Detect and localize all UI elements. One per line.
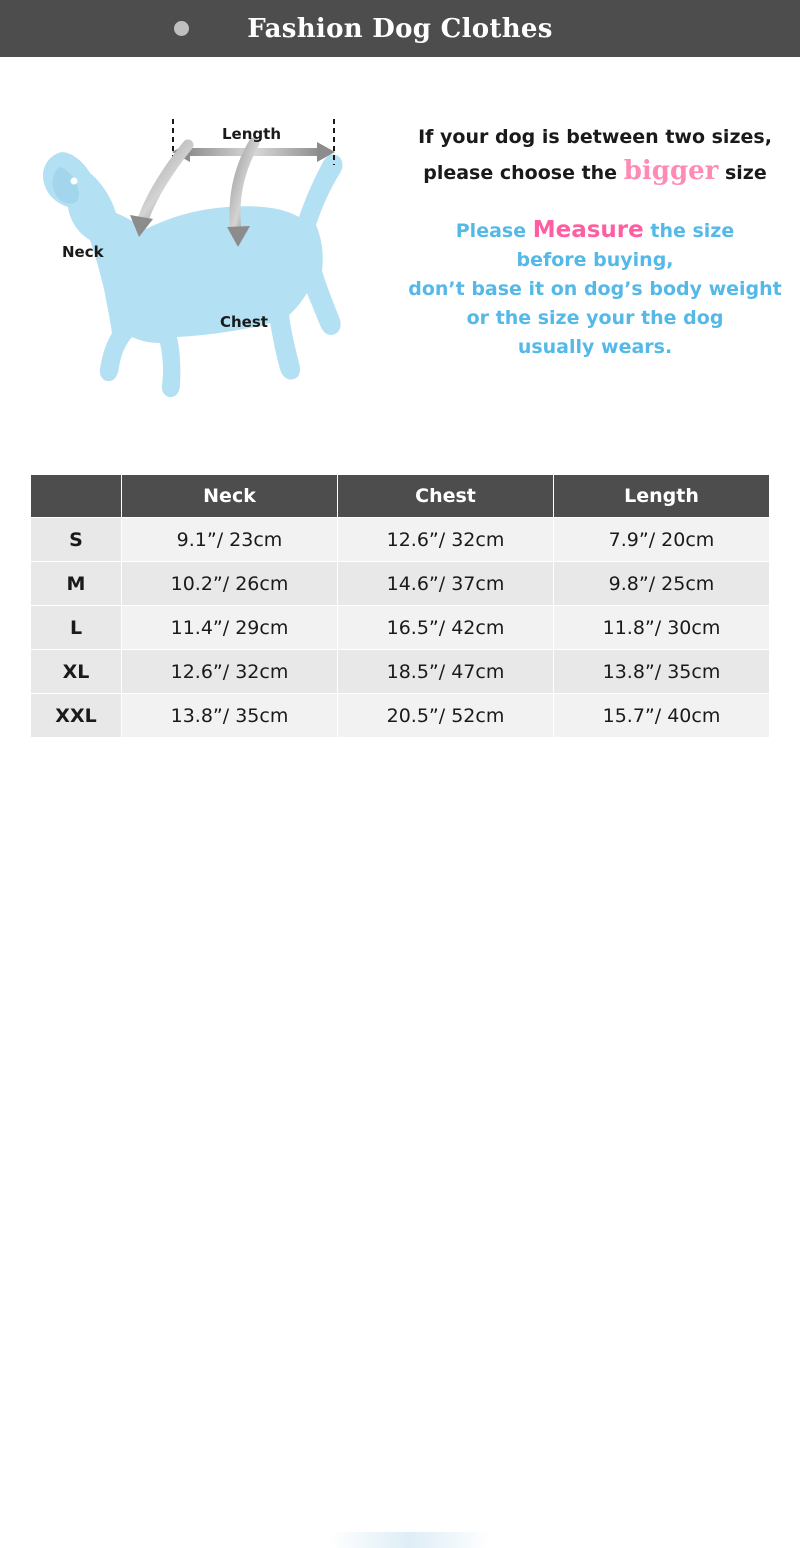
bottom-fade-decoration — [330, 1532, 490, 1548]
row-size-l: L — [31, 606, 122, 650]
cell-xl-neck: 12.6”/ 32cm — [122, 650, 338, 694]
page-title: Fashion Dog Clothes — [247, 13, 553, 44]
cell-l-neck: 11.4”/ 29cm — [122, 606, 338, 650]
dog-measurement-illustration — [0, 57, 390, 457]
measure-line-4: or the size your the dog — [466, 307, 724, 329]
cell-s-chest: 12.6”/ 32cm — [338, 518, 554, 562]
table-row — [31, 694, 770, 738]
column-header-neck: Neck — [122, 475, 338, 518]
table-row — [31, 606, 770, 650]
notice-bigger-highlight: bigger — [623, 156, 719, 186]
measure-line-1-post: the size — [650, 220, 735, 242]
cell-s-length: 7.9”/ 20cm — [554, 518, 770, 562]
page-header — [0, 0, 800, 57]
measure-highlight: Measure — [532, 217, 644, 243]
row-size-s: S — [31, 518, 122, 562]
measure-line-1-pre: Please — [455, 220, 527, 242]
cell-xxl-chest: 20.5”/ 52cm — [338, 694, 554, 738]
measure-line-3: don’t base it on dog’s body weight — [408, 278, 782, 300]
cell-s-neck: 9.1”/ 23cm — [122, 518, 338, 562]
table-row — [31, 562, 770, 606]
notice-block — [390, 120, 800, 362]
cell-l-length: 11.8”/ 30cm — [554, 606, 770, 650]
notice-line-2-pre: please choose the — [423, 162, 618, 184]
table-row — [31, 518, 770, 562]
notice-line-2-post: size — [724, 162, 767, 184]
cell-m-chest: 14.6”/ 37cm — [338, 562, 554, 606]
cell-xl-chest: 18.5”/ 47cm — [338, 650, 554, 694]
bottom-strip — [0, 760, 800, 800]
table-row — [31, 650, 770, 694]
size-chart-table — [30, 474, 770, 738]
cell-l-chest: 16.5”/ 42cm — [338, 606, 554, 650]
table-corner-cell — [31, 475, 122, 518]
cell-xxl-neck: 13.8”/ 35cm — [122, 694, 338, 738]
row-size-xl: XL — [31, 650, 122, 694]
column-header-length: Length — [554, 475, 770, 518]
label-length: Length — [222, 125, 281, 143]
row-size-xxl: XXL — [31, 694, 122, 738]
measure-notice-block — [390, 216, 800, 362]
measure-line-2: before buying, — [516, 249, 674, 271]
table-header-row — [31, 475, 770, 518]
measure-line-5: usually wears. — [517, 336, 673, 358]
notice-line-1: If your dog is between two sizes, — [418, 126, 772, 148]
column-header-chest: Chest — [338, 475, 554, 518]
cell-m-length: 9.8”/ 25cm — [554, 562, 770, 606]
cell-xl-length: 13.8”/ 35cm — [554, 650, 770, 694]
cell-xxl-length: 15.7”/ 40cm — [554, 694, 770, 738]
label-chest: Chest — [220, 313, 268, 331]
notice-line-2 — [390, 154, 800, 190]
circle-dot-icon — [174, 21, 189, 36]
row-size-m: M — [31, 562, 122, 606]
measure-line-1 — [390, 216, 800, 246]
label-neck: Neck — [62, 243, 104, 261]
dog-silhouette — [43, 152, 343, 397]
cell-m-neck: 10.2”/ 26cm — [122, 562, 338, 606]
